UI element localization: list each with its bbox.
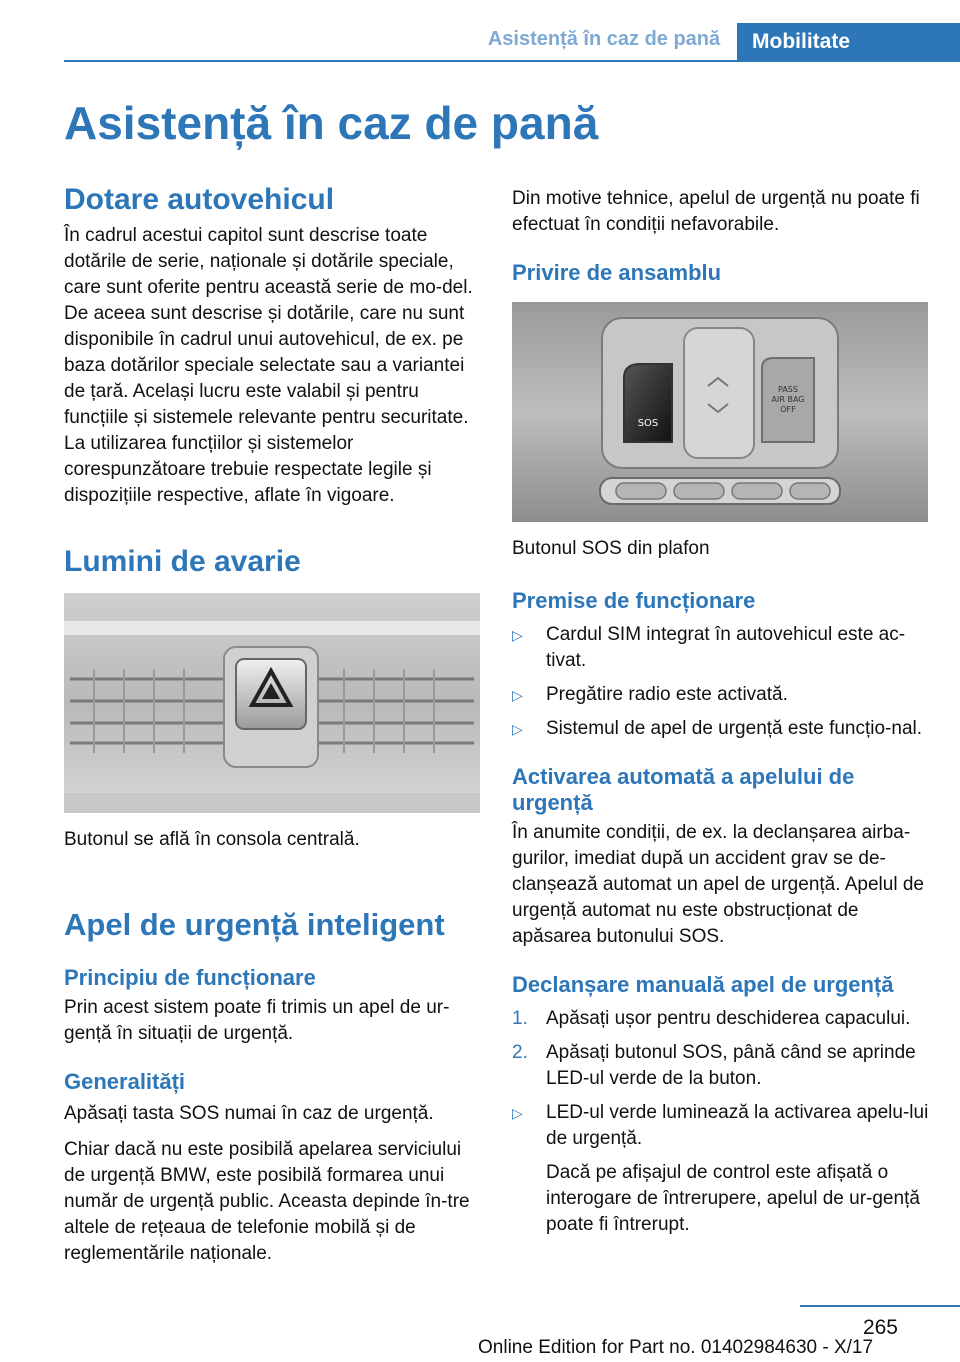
page-title: Asistență în caz de pană [64,97,599,149]
general-heading: Generalități [64,1069,186,1094]
page-number: 265 [862,1316,898,1339]
triangle-marker-icon: ▷ [512,721,523,737]
header-rule [64,60,960,62]
list-item: ▷ Sistemul de apel de urgență este funcțio-nal. [512,716,932,742]
triangle-marker-icon: ▷ [512,687,523,703]
off-label: OFF [780,405,796,414]
list-item: ▷ LED-ul verde luminează la activarea apelu-lui de urgență. Dacă pe afișajul de control este afișată o interogare de întrerupere, apelul de ur-gență poate fi întrerupt. [512,1100,932,1238]
triangle-marker-icon: ▷ [512,1105,523,1121]
sos-button-photo [512,302,928,522]
list-item: 1. Apăsați ușor pentru deschiderea capacului. [512,1008,911,1029]
running-header-section: Asistență în caz de pană [487,28,721,50]
overview-heading: Privire de ansamblu [512,260,722,285]
list-item: 2. Apăsați butonul SOS, până când se aprinde LED-ul verde de la buton. [512,1042,916,1089]
sos-button-illustration [512,302,928,522]
prereq-list [512,622,932,742]
hazard-button-illustration [64,593,480,813]
equipment-heading: Dotare autovehicul [64,183,335,216]
hazard-caption: Butonul se află în consola centrală. [64,829,360,850]
auto-activation-heading: Activarea automată a apelului de urgență [512,764,855,815]
emergency-heading: Apel de urgență inteligent [64,907,445,942]
manual-note-detail: Dacă pe afișajul de control este afișată o interogare de întrerupere, apelul de ur-gență poate fi întrerupt. [546,1162,920,1235]
list-item: ▷ Pregătire radio este activată. [512,682,932,708]
general-text-2: Chiar dacă nu este posibilă apelarea serviciului de urgență BMW, este posibilă formarea unui număr de urgență public. Aceasta depinde în-tre altele de rețeaua de telefonie mobilă și de reglementările naționale. [64,1139,470,1264]
hazard-heading: Lumini de avarie [64,545,301,578]
manual-steps [512,1006,932,1092]
running-header-chapter: Mobilitate [737,23,960,61]
prereq-heading: Premise de funcționare [512,588,756,613]
right-column [512,186,932,1238]
manual-note-list [512,1100,932,1238]
list-item: ▷ Cardul SIM integrat în autovehicul este ac-tivat. [512,624,906,671]
sos-label: SOS [637,418,659,429]
manual-heading: Declanșare manuală apel de urgență [512,972,894,997]
equipment-text: În cadrul acestui capitol sunt descrise toate dotările de serie, naționale și dotările speciale, care sunt oferite pentru această serie de mo-del. De aceea sunt descrise și dotările, care nu sunt disponibile în cadrul unui autovehicul, de ex. pe baza dotărilor speciale selectate sau a variantei de țară. Același lucru este valabil și pentru funcțiile și sistemele relevante pentru securitate. La utilizarea funcțiilor și sistemelor corespunzătoare trebuie respectate legile și dispozițiile respective, aflate în vigoare. [64,225,473,506]
overview-caption: Butonul SOS din plafon [512,538,710,559]
intro-text: Din motive tehnice, apelul de urgență nu poate fi efectuat în condiții nefavorabile. [512,188,920,235]
airbag-label: AIR BAG [771,395,805,404]
footer-rule [800,1305,960,1307]
triangle-marker-icon: ▷ [512,627,523,643]
hazard-button-photo [64,593,480,813]
principle-text: Prin acest sistem poate fi trimis un apel de ur-gență în situații de urgență. [64,997,450,1044]
auto-activation-text: În anumite condiții, de ex. la declanșarea airba-gurilor, imediat după un accident grav se de-clanșează automat un apel de urgență. Apelul de urgență automat nu este obstrucționat de apăsarea butonului SOS. [512,822,924,947]
left-column [64,183,484,1267]
general-text-1: Apăsați tasta SOS numai în caz de urgență. [64,1103,434,1124]
pass-label: PASS [778,385,798,394]
edition-footer: Online Edition for Part no. 01402984630 - X/17 [478,1337,874,1358]
principle-heading: Principiu de funcționare [64,965,316,990]
